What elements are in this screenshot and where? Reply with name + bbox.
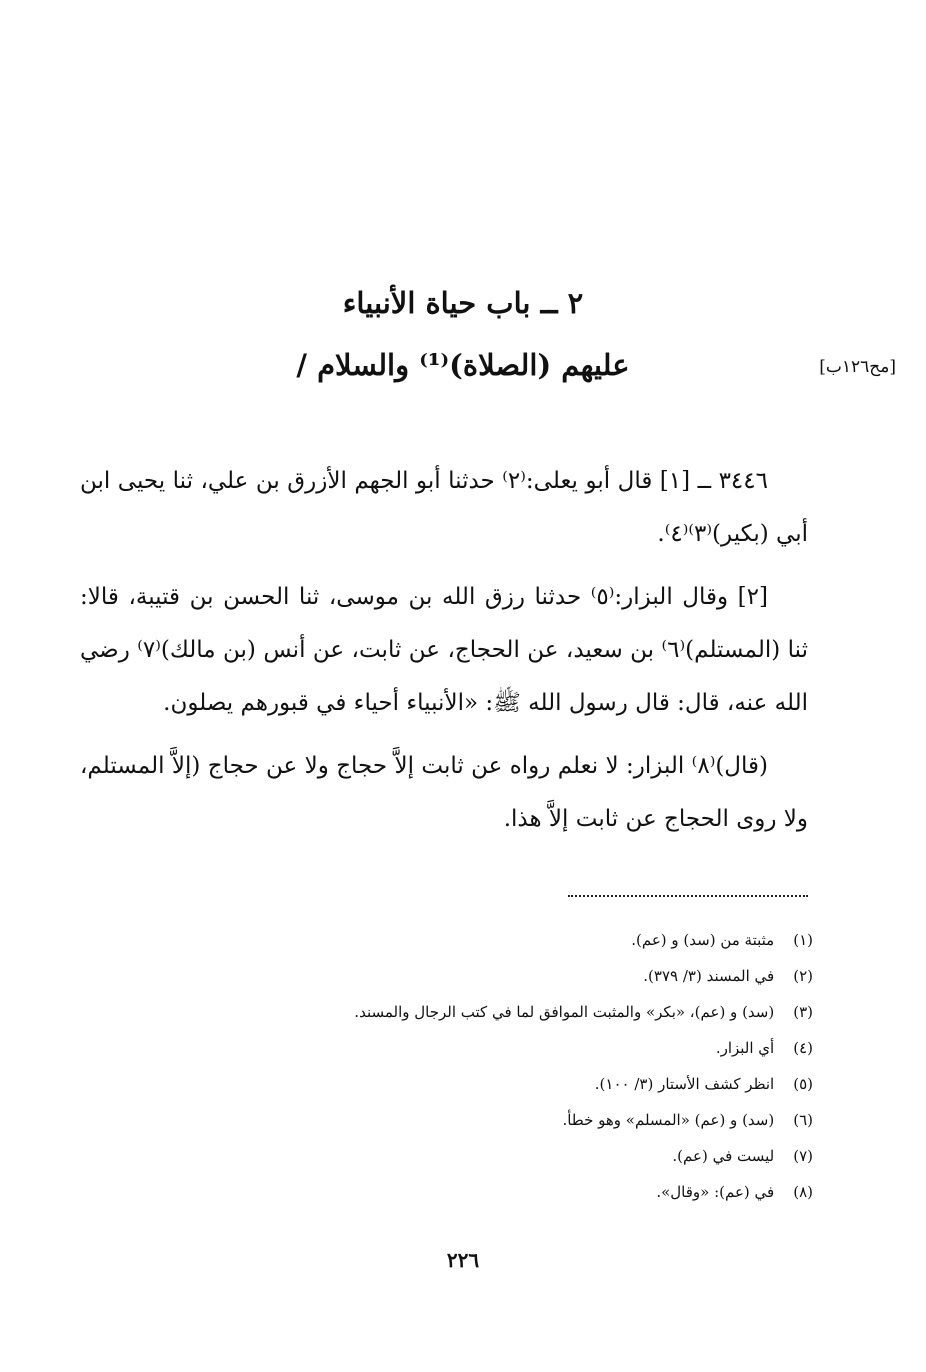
- footnote-number: (٦): [793, 1111, 813, 1129]
- footnote-item: [113, 922, 813, 958]
- main-text: [80, 455, 808, 856]
- footnote-text: في المسند (٣/ ٣٧٩).: [643, 967, 775, 985]
- footnote-item: [113, 994, 813, 1030]
- footnote-item: [113, 1066, 813, 1102]
- paragraph-hadith-bazzar: [٢] وقال البزار:⁽٥⁾ حدثنا رزق الله بن موسى، ثنا الحسن بن قتيبة، قالا: ثنا (المستلم)⁽٦⁾ بن سعيد، عن الحجاج، عن ثابت، عن أنس (بن مالك)⁽٧⁾ رضي الله عنه، قال: قال رسول الله ﷺ: «الأنبياء أحياء في قبورهم يصلون.: [80, 584, 808, 716]
- footnote-text: (سد) و (عم)، «بكر» والمثبت الموافق لما في كتب الرجال والمسند.: [354, 1003, 775, 1021]
- footnote-number: (٤): [793, 1039, 813, 1057]
- footnote-item: [113, 958, 813, 994]
- footnote-number: (٣): [793, 1003, 813, 1021]
- footnote-text: (سد) و (عم) «المسلم» وهو خطأ.: [562, 1111, 775, 1129]
- footnote-item: [113, 1138, 813, 1174]
- footnote-text: مثبتة من (سد) و (عم).: [631, 931, 775, 949]
- chapter-subtitle: عليهم (الصلاة)⁽¹⁾ والسلام /: [296, 348, 630, 382]
- manuscript-margin-reference: [مح١٢٦ب]: [819, 357, 896, 377]
- footnote-number: (٧): [793, 1147, 813, 1165]
- footnote-item: [113, 1174, 813, 1210]
- paragraph-bazzar-comment: (قال)⁽٨⁾ البزار: لا نعلم رواه عن ثابت إلاَّ حجاج ولا عن حجاج (إلاَّ المستلم، ولا روى الحجاج عن ثابت إلاَّ هذا.: [80, 753, 808, 832]
- footnote-item: [113, 1030, 813, 1066]
- footnote-number: (٥): [793, 1075, 813, 1093]
- footnotes-list: [113, 922, 813, 1210]
- footnote-number: (١): [793, 931, 813, 949]
- footnote-text: ليست في (عم).: [672, 1147, 775, 1165]
- chapter-title: ٢ ــ باب حياة الأنبياء: [342, 286, 584, 320]
- page-number: ٢٢٦: [446, 1248, 480, 1272]
- footnote-number: (٨): [793, 1183, 813, 1201]
- footnote-item: [113, 1102, 813, 1138]
- paragraph-hadith-abu-yala: ٣٤٤٦ ــ [١] قال أبو يعلى:⁽٢⁾ حدثنا أبو الجهم الأزرق بن علي، ثنا يحيى ابن أبي (بكير)⁽٣⁾⁽٤⁾.: [80, 468, 808, 547]
- footnote-number: (٢): [793, 967, 813, 985]
- footnote-text: في (عم): «وقال».: [656, 1183, 775, 1201]
- footnote-text: أي البزار.: [715, 1039, 775, 1057]
- footnote-separator: [568, 895, 808, 897]
- footnote-text: انظر كشف الأستار (٣/ ١٠٠).: [594, 1075, 775, 1093]
